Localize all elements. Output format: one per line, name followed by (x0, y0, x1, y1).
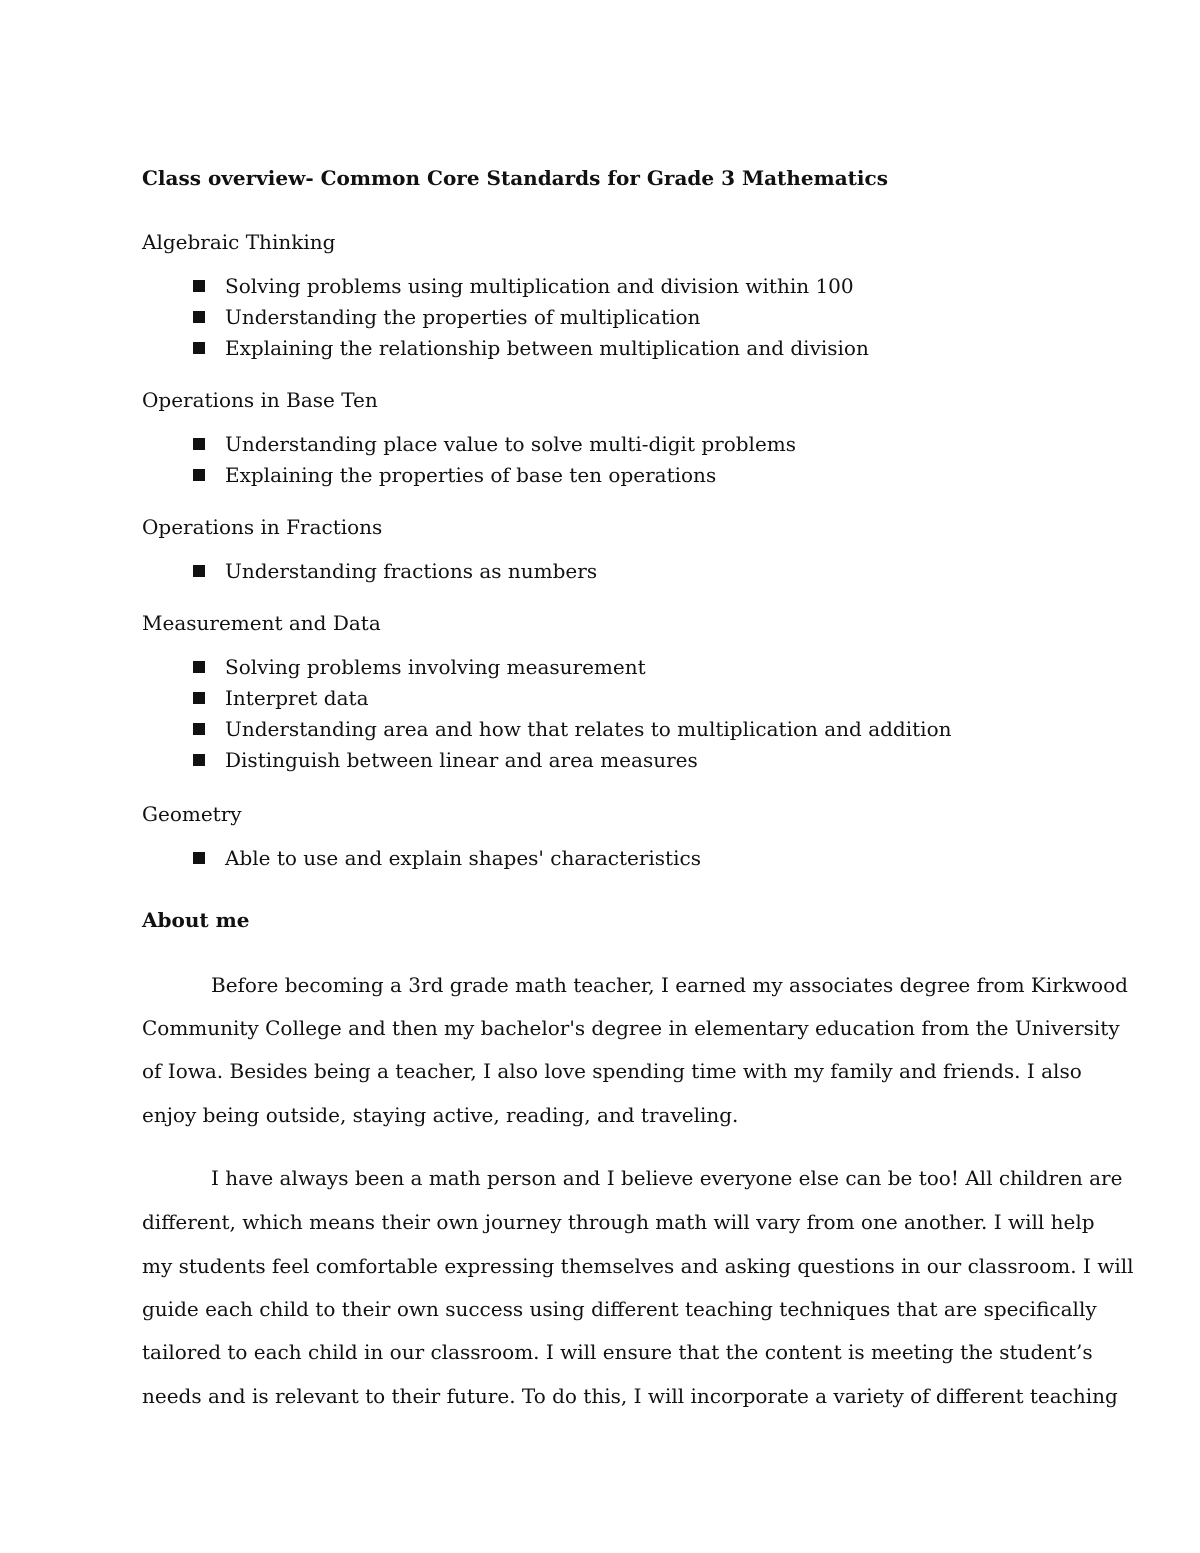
paragraph-line: of Iowa. Besides being a teacher, I also love spending time with my family and friends. I also (142, 1059, 1082, 1083)
square-bullet-icon (193, 723, 205, 735)
square-bullet-icon (193, 661, 205, 673)
list-item (193, 557, 597, 585)
list-item-text: Explaining the properties of base ten operations (225, 463, 717, 487)
section-heading-fractions: Operations in Fractions (142, 515, 383, 539)
list-item (193, 461, 716, 489)
list-item-text: Understanding the properties of multiplication (225, 305, 701, 329)
square-bullet-icon (193, 438, 205, 450)
list-item-text: Solving problems involving measurement (225, 655, 646, 679)
list-item (193, 272, 854, 300)
list-item (193, 746, 698, 774)
paragraph-line: tailored to each child in our classroom. I will ensure that the content is meeting the student’s (142, 1340, 1093, 1364)
about-heading: About me (142, 908, 250, 932)
square-bullet-icon (193, 692, 205, 704)
list-item (193, 653, 646, 681)
section-heading-measurement-data: Measurement and Data (142, 611, 381, 635)
list-item (193, 430, 796, 458)
list-item (193, 303, 700, 331)
square-bullet-icon (193, 852, 205, 864)
square-bullet-icon (193, 469, 205, 481)
square-bullet-icon (193, 280, 205, 292)
paragraph-line: guide each child to their own success using different teaching techniques that are specifically (142, 1297, 1097, 1321)
square-bullet-icon (193, 754, 205, 766)
section-heading-base-ten: Operations in Base Ten (142, 388, 378, 412)
list-item-text: Able to use and explain shapes' characteristics (225, 846, 701, 870)
list-item-text: Interpret data (225, 686, 369, 710)
square-bullet-icon (193, 565, 205, 577)
list-item-text: Distinguish between linear and area measures (225, 748, 698, 772)
paragraph-line: Before becoming a 3rd grade math teacher, I earned my associates degree from Kirkwood (211, 973, 1128, 997)
section-heading-algebraic-thinking: Algebraic Thinking (142, 230, 336, 254)
section-heading-geometry: Geometry (142, 802, 242, 826)
square-bullet-icon (193, 342, 205, 354)
list-item-text: Understanding place value to solve multi-digit problems (225, 432, 797, 456)
square-bullet-icon (193, 311, 205, 323)
list-item-text: Understanding area and how that relates to multiplication and addition (225, 717, 952, 741)
paragraph-line: Community College and then my bachelor's degree in elementary education from the University (142, 1016, 1120, 1040)
list-item (193, 715, 951, 743)
list-item-text: Understanding fractions as numbers (225, 559, 598, 583)
list-item (193, 684, 369, 712)
list-item-text: Solving problems using multiplication and division within 100 (225, 274, 854, 298)
paragraph-line: different, which means their own journey through math will vary from one another. I will help (142, 1210, 1095, 1234)
paragraph-line: my students feel comfortable expressing themselves and asking questions in our classroom. I will (142, 1254, 1134, 1278)
paragraph-line: needs and is relevant to their future. To do this, I will incorporate a variety of different teaching (142, 1384, 1118, 1408)
list-item (193, 844, 701, 872)
list-item-text: Explaining the relationship between multiplication and division (225, 336, 869, 360)
paragraph-line: enjoy being outside, staying active, reading, and traveling. (142, 1103, 739, 1127)
list-item (193, 334, 869, 362)
document-title: Class overview- Common Core Standards for Grade 3 Mathematics (142, 166, 888, 190)
paragraph-line: I have always been a math person and I believe everyone else can be too! All children are (211, 1166, 1123, 1190)
